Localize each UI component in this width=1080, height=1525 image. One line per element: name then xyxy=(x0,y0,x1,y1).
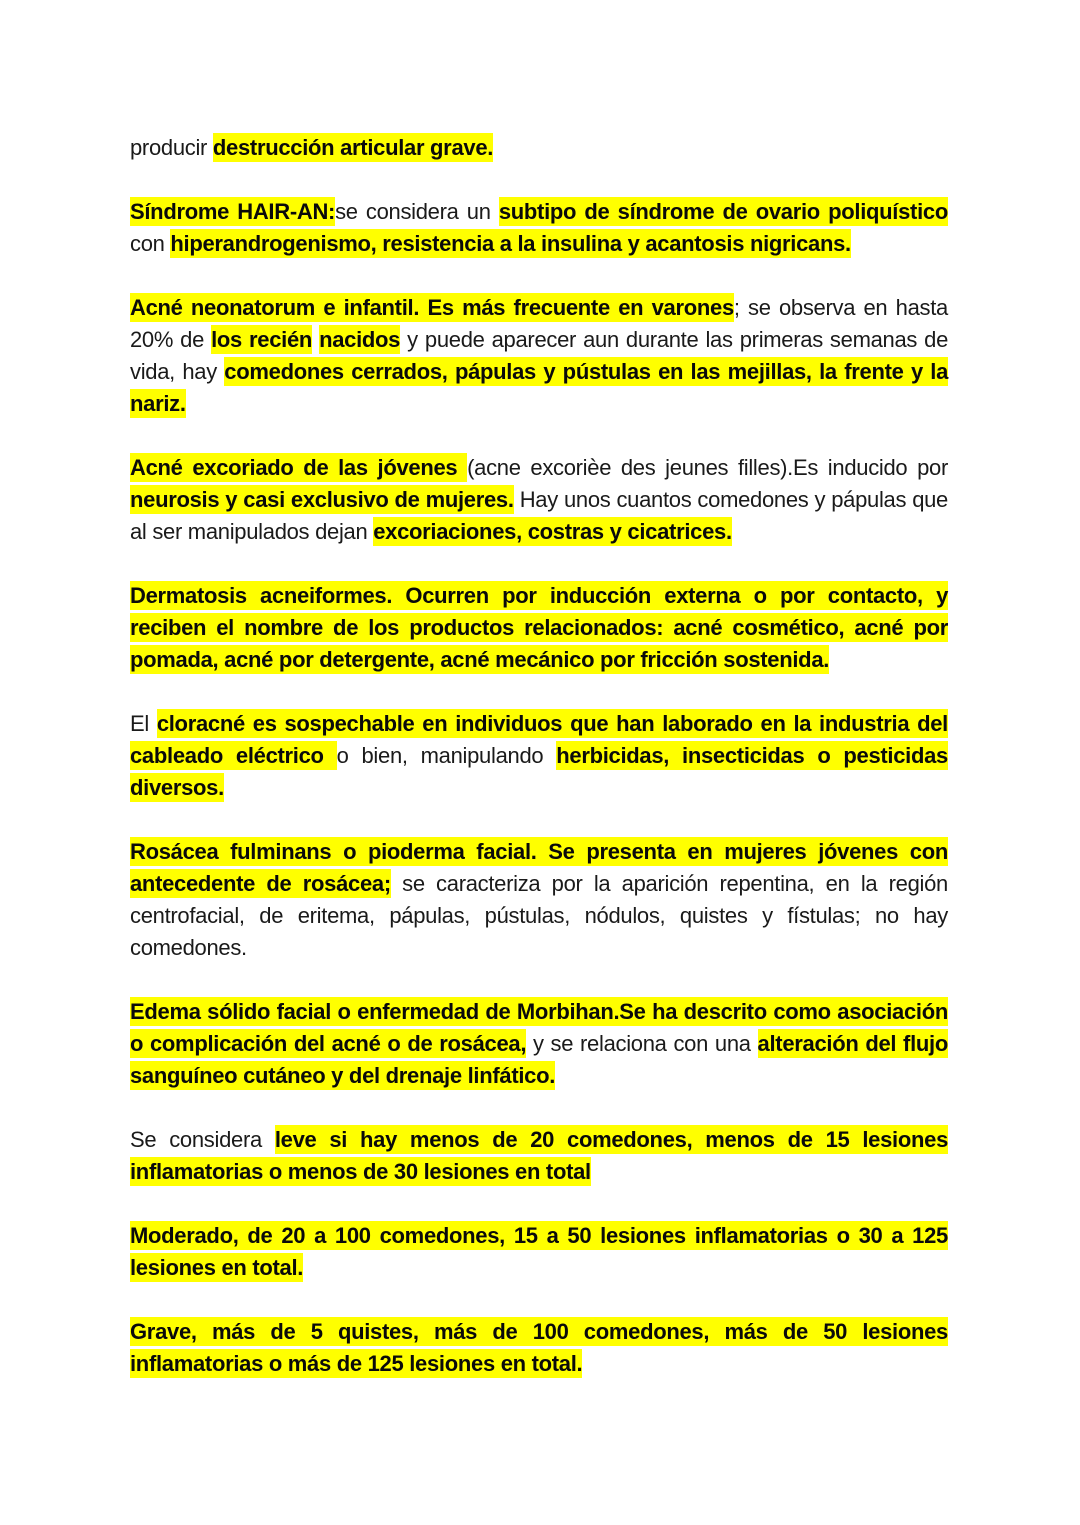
highlighted-text: destrucción articular grave. xyxy=(212,135,494,160)
paragraph-rosacea-fulminans xyxy=(130,836,948,964)
paragraph-morbihan-disease xyxy=(130,996,948,1092)
highlighted-text: Grave, más de 5 quistes, más de 100 comedones, más de 50 lesiones inflamatorias o más de 125 lesiones en total. xyxy=(130,1319,948,1376)
paragraph-severity-severe xyxy=(130,1316,948,1380)
paragraph-dermatosis-acneiformes xyxy=(130,580,948,676)
highlighted-text: Moderado, de 20 a 100 comedones, 15 a 50 lesiones inflamatorias o 30 a 125 lesiones en total. xyxy=(130,1223,948,1280)
text-run: Hay unos cuantos comedones y pápulas que al ser manipulados dejan xyxy=(130,487,948,544)
highlighted-text: Acné excoriado de las jóvenes xyxy=(130,455,468,480)
text-run: Se considera xyxy=(130,1127,275,1152)
highlighted-text: Edema sólido facial o enfermedad de Morbihan.Se ha descrito como asociación o complicación del acné o de rosácea, xyxy=(130,999,948,1056)
paragraph-acne-neonatorum xyxy=(130,292,948,420)
paragraph-severity-mild xyxy=(130,1124,948,1188)
text-run: con xyxy=(130,231,171,256)
text-run: ; se observa en hasta 20% de xyxy=(130,295,948,352)
highlighted-text: los recién xyxy=(211,327,313,352)
highlighted-text: Rosácea fulminans o pioderma facial. Se presenta en mujeres jóvenes con antecedente de rosácea; xyxy=(130,839,948,896)
text-run: producir xyxy=(130,135,213,160)
paragraph-hair-an-syndrome xyxy=(130,196,948,260)
highlighted-text: excoriaciones, costras y cicatrices. xyxy=(373,519,732,544)
highlighted-text: subtipo de síndrome de ovario poliquístico xyxy=(498,199,948,224)
text-run: o bien, manipulando xyxy=(336,743,557,768)
text-run: y se relaciona con una xyxy=(526,1031,758,1056)
highlighted-text: cloracné es sospechable en individuos que han laborado en la industria del cableado eléctrico xyxy=(130,711,948,768)
highlighted-text: Síndrome HAIR-AN: xyxy=(130,199,336,224)
text-run: se considera un xyxy=(335,199,499,224)
highlighted-text: Acné neonatorum e infantil. Es más frecuente en varones xyxy=(130,295,734,320)
paragraph-acne-excoriado xyxy=(130,452,948,548)
text-run: (acne excorièe des jeunes filles).Es inducido por xyxy=(467,455,948,480)
highlighted-text: nacidos xyxy=(319,327,401,352)
document-page xyxy=(130,132,948,1412)
highlighted-text: alteración del flujo sanguíneo cutáneo y del drenaje linfático. xyxy=(130,1031,948,1088)
highlighted-text: Dermatosis acneiformes. Ocurren por inducción externa o por contacto, y reciben el nombre de los productos relacionados: acné cosmético, acné por pomada, acné por detergente, acné mecánico por fricción sostenida. xyxy=(130,583,948,672)
highlighted-text: comedones cerrados, pápulas y pústulas en las mejillas, la frente y la nariz. xyxy=(130,359,948,416)
highlighted-text: hiperandrogenismo, resistencia a la insulina y acantosis nigricans. xyxy=(170,231,851,256)
paragraph-articular-destruction xyxy=(130,132,948,164)
highlighted-text: leve si hay menos de 20 comedones, menos de 15 lesiones inflamatorias o menos de 30 lesiones en total xyxy=(130,1127,949,1184)
text-run: y puede aparecer aun durante las primeras semanas de vida, hay xyxy=(130,327,949,384)
highlighted-text: herbicidas, insecticidas o pesticidas diversos. xyxy=(130,743,948,800)
paragraph-cloracne xyxy=(130,708,948,804)
text-run: El xyxy=(130,711,157,736)
highlighted-text: neurosis y casi exclusivo de mujeres. xyxy=(130,487,514,512)
text-run: se caracteriza por la aparición repentina, en la región centrofacial, de eritema, pápulas, pústulas, nódulos, quistes y fístulas; no hay comedones. xyxy=(130,871,948,960)
paragraph-severity-moderate xyxy=(130,1220,948,1284)
